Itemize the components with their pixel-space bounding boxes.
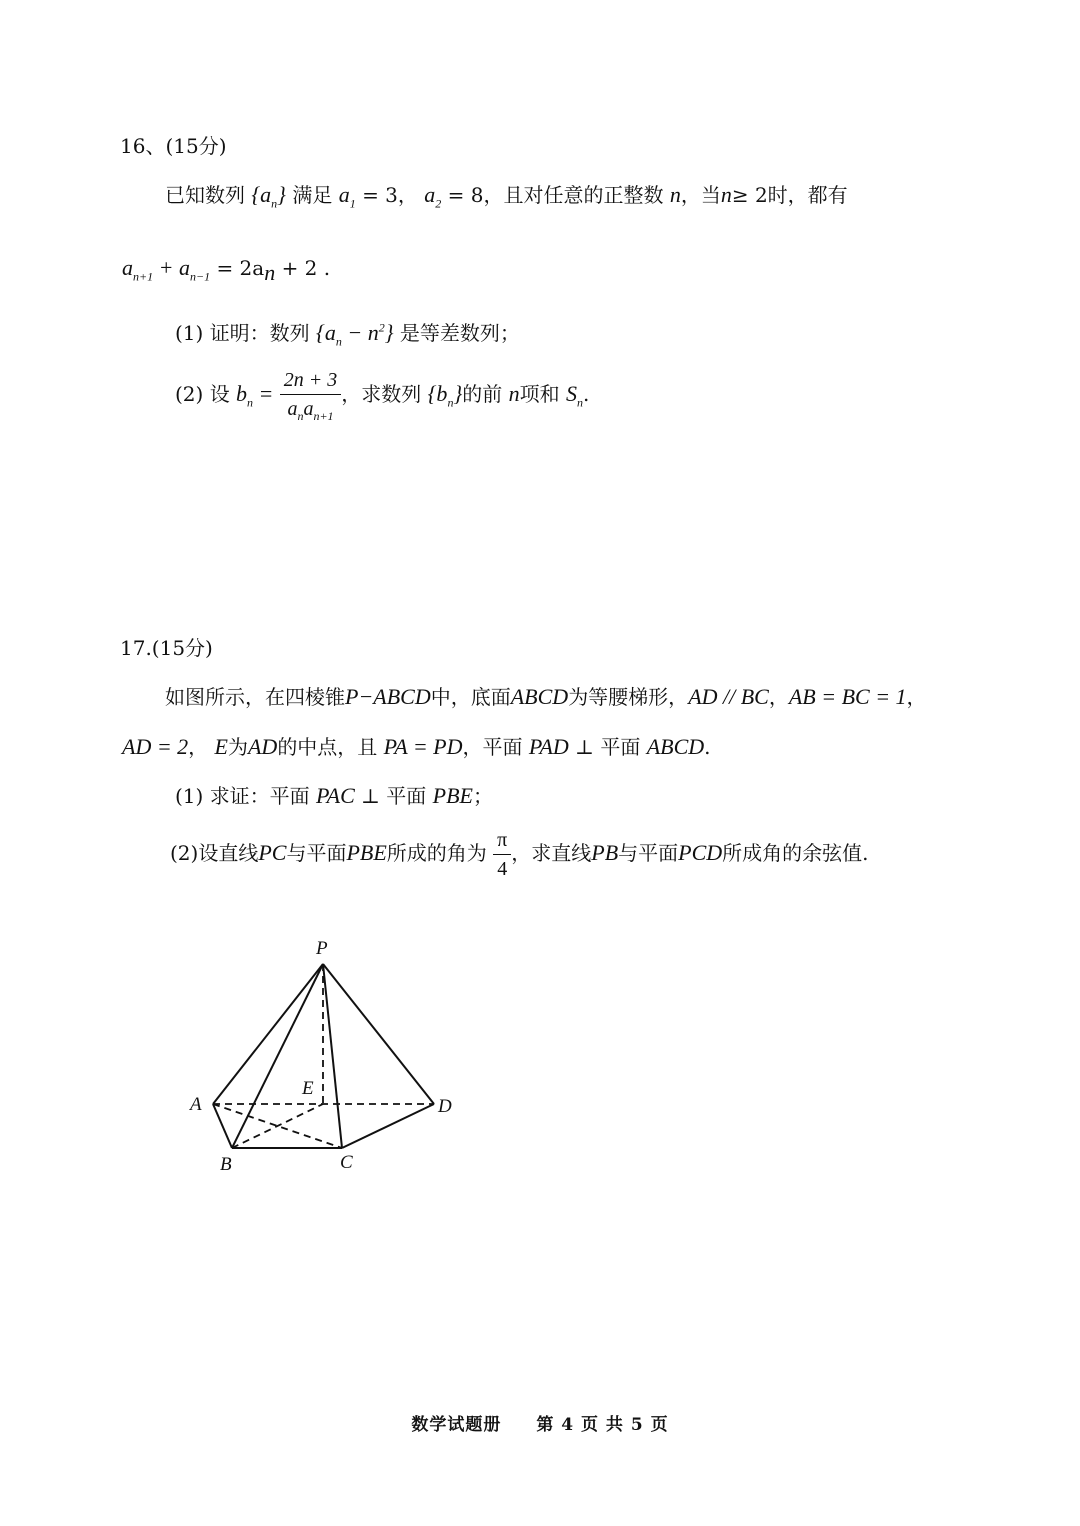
booklet-name: 数学试题册	[411, 1415, 502, 1435]
q16-stem: 已知数列 $\{a_n\}$ 满足 $a_1 = 3$， $a_2 = 8$，且对任意的正整数 n，当n≥ 2时，都有	[165, 182, 848, 211]
edge-PB	[232, 964, 323, 1148]
label-B: B	[220, 1154, 232, 1175]
q16-recurrence: $a_{n+1} + a_{n-1} = 2a_n + 2$ .	[122, 255, 331, 285]
pyramid-figure	[180, 930, 480, 1190]
edge-AB	[213, 1104, 232, 1148]
q17-stem-line2: AD = 2， E为AD的中点，且 PA = PD，平面 PAD ⊥ 平面 ABCD.	[122, 734, 711, 759]
label-A: A	[190, 1094, 202, 1115]
edge-PD	[323, 964, 434, 1104]
q17-stem-line1: 如图所示，在四棱锥P−ABCD中，底面ABCD为等腰梯形，AD // BC，AB = BC = 1，	[165, 684, 927, 709]
label-E: E	[302, 1078, 314, 1099]
page-footer	[0, 1410, 1080, 1435]
q16-part2: (2) 设 $b_n$ = $\frac{2n + 3}{a_na_{n+1}}$ ，求数列 $\{b_n\}$的前 n项和 $S_n$.	[175, 369, 590, 423]
angle-fraction: $\frac{\pi}{4}$	[493, 828, 511, 881]
edge-PC	[323, 964, 342, 1148]
page-number: 第 4 页 共 5 页	[536, 1415, 669, 1435]
edge-CD	[342, 1104, 434, 1148]
q16-fraction: $\frac{2n + 3}{a_na_{n+1}}$	[280, 368, 342, 423]
q17-header: 17.(15分)	[120, 636, 213, 660]
label-D: D	[438, 1096, 452, 1117]
label-C: C	[340, 1152, 353, 1173]
q17-part1: (1) 求证：平面 PAC ⊥ 平面 PBE；	[175, 783, 493, 808]
label-P: P	[316, 938, 328, 959]
q17-part2: (2)设直线PC与平面PBE所成的角为 $\frac{\pi}{4}$ ，求直线PB与平面PCD所成角的余弦值.	[170, 829, 869, 880]
q16-header: 16、(15分)	[120, 134, 227, 158]
q16-part1: (1) 证明：数列 $\{a_n - n^2\}$ 是等差数列；	[175, 320, 520, 349]
edge-BE	[232, 1104, 323, 1148]
